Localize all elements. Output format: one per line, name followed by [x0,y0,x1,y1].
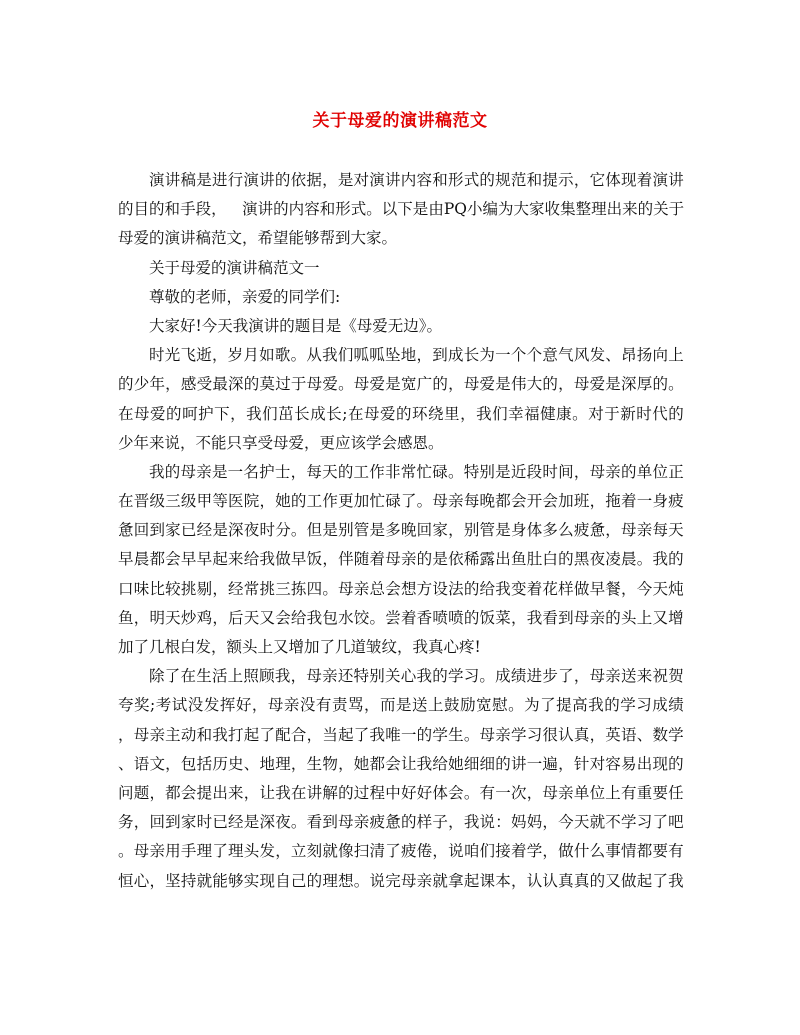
document-body [118,166,684,896]
paragraph-line: ， 母 亲 主 动 和 我 打 起 了 配 合 ， 当 起 了 我 唯 一 的 学 生 。 母 亲 学 习 很 认 真 ， 英 语 、 数 学 [118,725,684,744]
paragraph-line: 除 了 在 生 活 上 照 顾 我 ， 母 亲 还 特 别 关 心 我 的 学 习 。 成 绩 进 步 了 ， 母 亲 送 来 祝 贺 [149,667,684,686]
paragraph-line: 在 母 爱 的 呵 护 下 ， 我 们 茁 长 成 长 ; 在 母 爱 的 环 绕 里 ， 我 们 幸 福 健 康 。 对 于 新 时 代 的 [118,404,684,423]
paragraph-line: 、 语 文 ， 包 括 历 史 、 地 理 ， 生 物 ， 她 都 会 让 我 给 她 细 细 的 讲 一 遍 ， 针 对 容 易 出 现 的 [118,754,684,773]
paragraph-line: 口 味 比 较 挑 剔 ， 经 常 挑 三 拣 四 。 母 亲 总 会 想 方 设 法 的 给 我 变 着 花 样 做 早 餐 ， 今 天 炖 [118,579,684,598]
paragraph-line: 我 的 母 亲 是 一 名 护 士 ， 每 天 的 工 作 非 常 忙 碌 。 特 别 是 近 段 时 间 ， 母 亲 的 单 位 正 [149,462,684,481]
paragraph-line: 的 少 年 ， 感 受 最 深 的 莫 过 于 母 爱 。 母 爱 是 宽 广 的 ， 母 爱 是 伟 大 的 ， 母 爱 是 深 厚 的 。 [118,375,684,394]
paragraph-line: 尊敬的老师，亲爱的同学们: [149,287,341,306]
paragraph-line: 的 目 的 和 手 段 ， 演 讲 的 内 容 和 形 式 。 以 下 是 由 PQ 小 编 为 大 家 收 集 整 理 出 来 的 关 于 [118,200,685,219]
paragraph-line: 夸 奖 ; 考 试 没 发 挥 好 ， 母 亲 没 有 责 骂 ， 而 是 送 上 鼓 励 宽 慰 。 为 了 提 高 我 的 学 习 成 绩 [118,696,684,715]
paragraph-line: 早 晨 都 会 早 早 起 来 给 我 做 早 饭 ， 伴 随 着 母 亲 的 是 依 稀 露 出 鱼 肚 白 的 黑 夜 凌 晨 。 我 的 [118,550,684,569]
paragraph-line: 母爱的演讲稿范文，希望能够帮到大家。 [118,229,398,248]
paragraph-line: 大家好!今天我演讲的题目是《母爱无边》。 [149,316,442,335]
paragraph-line: 在 晋 级 三 级 甲 等 医 院 ， 她 的 工 作 更 加 忙 碌 了 。 母 亲 每 晚 都 会 开 会 加 班 ， 拖 着 一 身 疲 [118,492,684,511]
paragraph-line: 鱼 ， 明 天 炒 鸡 ， 后 天 又 会 给 我 包 水 饺 。 尝 着 香 喷 喷 的 饭 菜 ， 我 看 到 母 亲 的 头 上 又 增 [118,608,684,627]
paragraph-line: 务 ， 回 到 家 时 已 经 是 深 夜 。 看 到 母 亲 疲 惫 的 样 子 ， 我 说 ： 妈 妈 ， 今 天 就 不 学 习 了 吧 [118,813,684,832]
paragraph-line: 惫 回 到 家 已 经 是 深 夜 时 分 。 但 是 别 管 是 多 晚 回 家 ， 别 管 是 身 体 多 么 疲 惫 ， 母 亲 每 天 [118,521,684,540]
document-title: 关于母爱的演讲稿范文 [312,111,488,131]
paragraph-line: 关于母爱的演讲稿范文一 [149,258,320,277]
paragraph-line: 加了几根白发，额头上又增加了几道皱纹，我真心疼! [118,638,481,656]
paragraph-line: 恒 心 ， 坚 持 就 能 够 实 现 自 己 的 理 想 。 说 完 母 亲 就 拿 起 课 本 ， 认 认 真 真 的 又 做 起 了 我 [118,871,684,890]
paragraph-line: 时 光 飞 逝 ， 岁 月 如 歌 。 从 我 们 呱 呱 坠 地 ， 到 成 长 为 一 个 个 意 气 风 发 、 昂 扬 向 上 [149,346,684,365]
paragraph-line: 问 题 ， 都 会 提 出 来 ， 让 我 在 讲 解 的 过 程 中 好 好 体 会 。 有 一 次 ， 母 亲 单 位 上 有 重 要 任 [118,783,684,802]
paragraph-line: 演 讲 稿 是 进 行 演 讲 的 依 据 ， 是 对 演 讲 内 容 和 形 式 的 规 范 和 提 示 ， 它 体 现 着 演 讲 [149,171,684,189]
paragraph-line: 。 母 亲 用 手 理 了 理 头 发 ， 立 刻 就 像 扫 清 了 疲 倦 ， 说 咱 们 接 着 学 ， 做 什 么 事 情 都 要 有 [118,842,684,861]
paragraph-line: 少年来说，不能只享受母爱，更应该学会感恩。 [118,433,444,452]
